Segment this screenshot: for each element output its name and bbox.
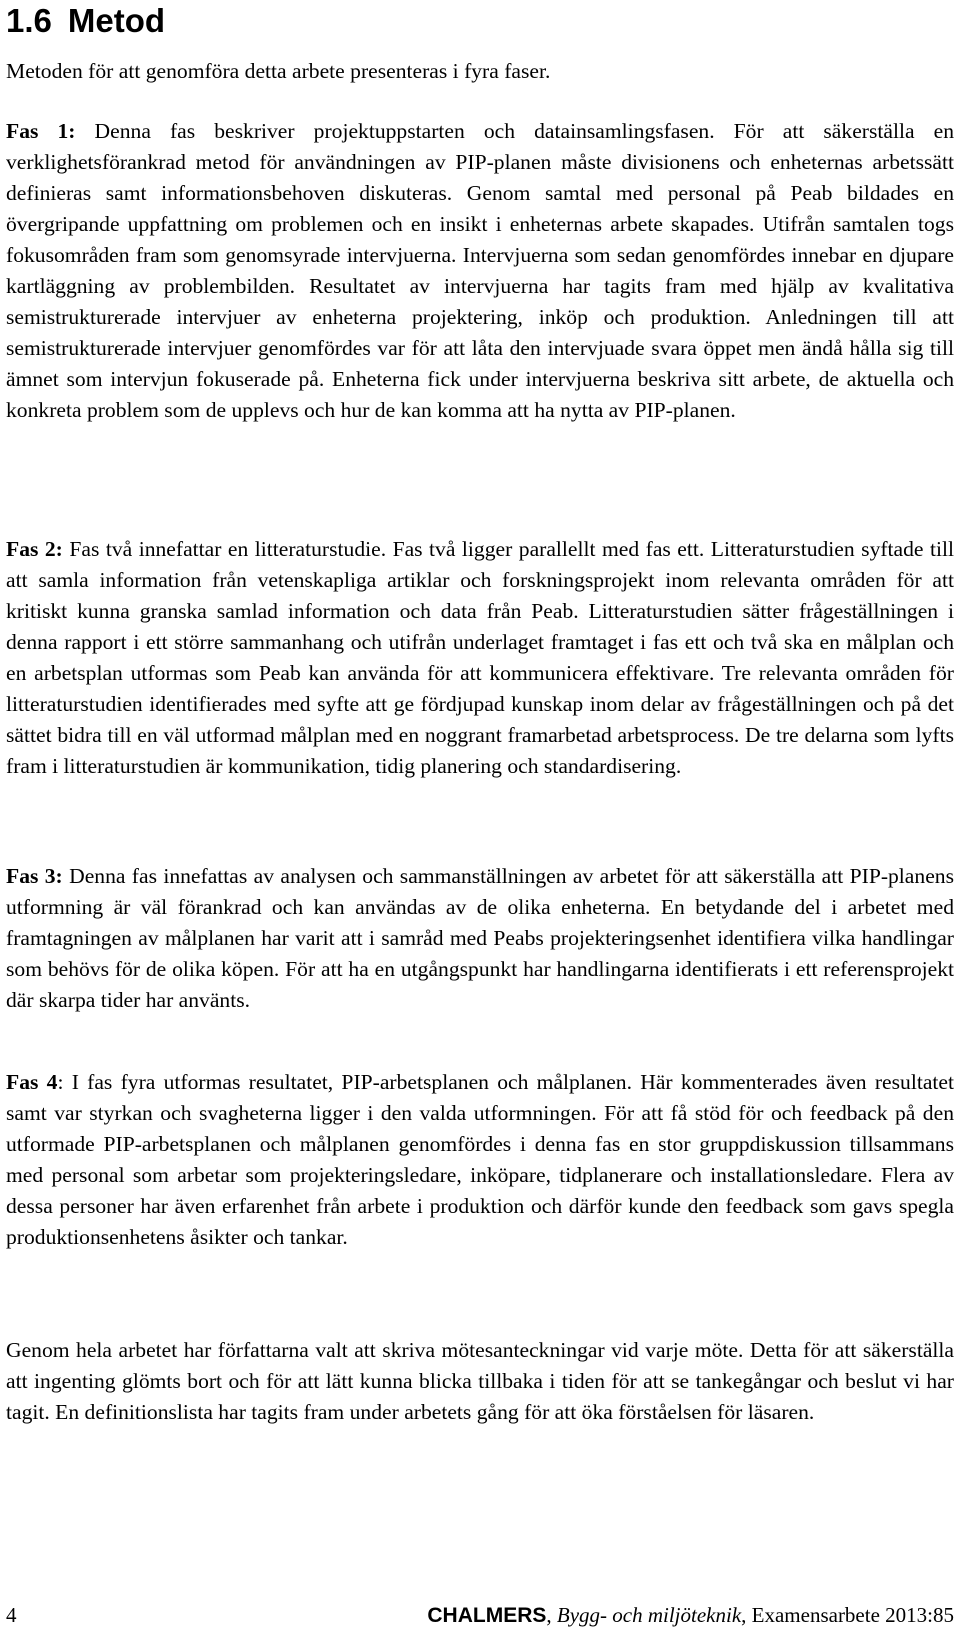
phase-3-text: Denna fas innefattas av analysen och sammanställningen av arbetet för att säkerställa att PIP-planens utformning är väl förankrad och kan användas av de olika enheterna. En betydande del i arbetet med framtagningen av målplanen har varit att i samråd med Peabs projekteringsenhet identifiera vilka handlingar som behövs för de olika köpen. För att ha en utgångspunkt har handlingarna identifierats i ett referensprojekt där skarpa tider har använts. — [6, 864, 954, 1012]
section-heading — [6, 2, 165, 40]
footer-citation — [427, 1603, 954, 1628]
phase-2-label: Fas 2: — [6, 537, 63, 561]
page-number: 4 — [6, 1603, 17, 1627]
phase-4-paragraph — [6, 1067, 954, 1253]
phase-2-paragraph — [6, 534, 954, 782]
closing-paragraph: Genom hela arbetet har författarna valt att skriva mötesanteckningar vid varje möte. Detta för att säkerställa att ingenting glömts bort och för att lätt kunna blicka tillbaka i tiden för att se tankegångar och beslut vi har tagit. En definitionslista har tagits fram under arbetets gång för att öka förståelsen för läsaren. — [6, 1338, 954, 1424]
intro-paragraph: Metoden för att genomföra detta arbete presenteras i fyra faser. — [6, 59, 551, 83]
phase-1-text: Denna fas beskriver projektuppstarten och datainsamlingsfasen. För att säkerställa en verklighetsförankrad metod för användningen av PIP-planen måste divisionens och enheternas arbetssätt definieras samt informationsbehoven diskuteras. Genom samtal med personal på Peab bildades en övergripande uppfattning om problemen och en insikt i enheternas arbete skapades. Utifrån samtalen togs fokusområden fram som genomsyrade intervjuerna. Intervjuerna som sedan genomfördes innebar en djupare kartläggning av problembilden. Resultatet av intervjuerna har tagits fram med hjälp av kvalitativa semistrukturerade intervjuer av enheterna projektering, inköp och produktion. Anledningen till att semistrukturerade intervjuer genomfördes var för att låta den intervjuade svara öppet men ändå hålla sig till ämnet som intervjun fokuserade på. Enheterna fick under intervjuerna beskriva sitt arbete, de aktuella och konkreta problem som de upplevs och hur de kan komma att ha nytta av PIP-planen. — [6, 119, 954, 422]
phase-2-text: Fas två innefattar en litteraturstudie. Fas två ligger parallellt med fas ett. Litteraturstudien syftade till att samla information från vetenskapliga artiklar och forskningsprojekt inom relevanta områden för att kritiskt kunna granska samlad information och data från Peab. Litteraturstudien sätter frågeställningen i denna rapport i ett större sammanhang och utifrån underlaget framtaget i fas ett och två ska en målplan och en arbetsplan utformas som Peab kan använda för att kommunicera effektivare. Tre relevanta områden för litteraturstudien identifierades med syfte att ge fördjupad kunskap inom delar av frågeställningen och på det sättet bidra till en väl utformad målplan med en noggrant framarbetad arbetsprocess. De tre delarna som lyfts fram i litteraturstudien är kommunikation, tidig planering och standardisering. — [6, 537, 954, 778]
phase-4-label: Fas 4 — [6, 1070, 58, 1094]
footer-thesis: , Examensarbete 2013:85 — [741, 1603, 954, 1627]
footer-separator: , — [546, 1603, 552, 1627]
phase-4-text: : I fas fyra utformas resultatet, PIP-arbetsplanen och målplanen. Här kommenterades även resultatet samt var styrkan och svagheterna ligger i den valda utformningen. För att få stöd för och feedback på den utformade PIP-arbetsplanen och målplanen genomfördes i denna fas en stor gruppdiskussion tillsammans med personal som arbetar som projekteringsledare, inköpare, tidplanerare och installationsledare. Flera av dessa personer har även erfarenhet från arbete i produktion och därför kunde den feedback som gavs spegla produktionsenhetens åsikter och tankar. — [6, 1070, 954, 1249]
footer-department: Bygg- och miljöteknik — [556, 1603, 742, 1627]
page-footer — [6, 1603, 954, 1633]
phase-3-label: Fas 3: — [6, 864, 63, 888]
footer-org: CHALMERS — [427, 1604, 547, 1627]
phase-1-label: Fas 1: — [6, 119, 76, 143]
phase-1-paragraph — [6, 116, 954, 426]
phase-3-paragraph — [6, 861, 954, 1016]
section-title: Metod — [67, 2, 166, 39]
section-number: 1.6 — [6, 2, 52, 39]
